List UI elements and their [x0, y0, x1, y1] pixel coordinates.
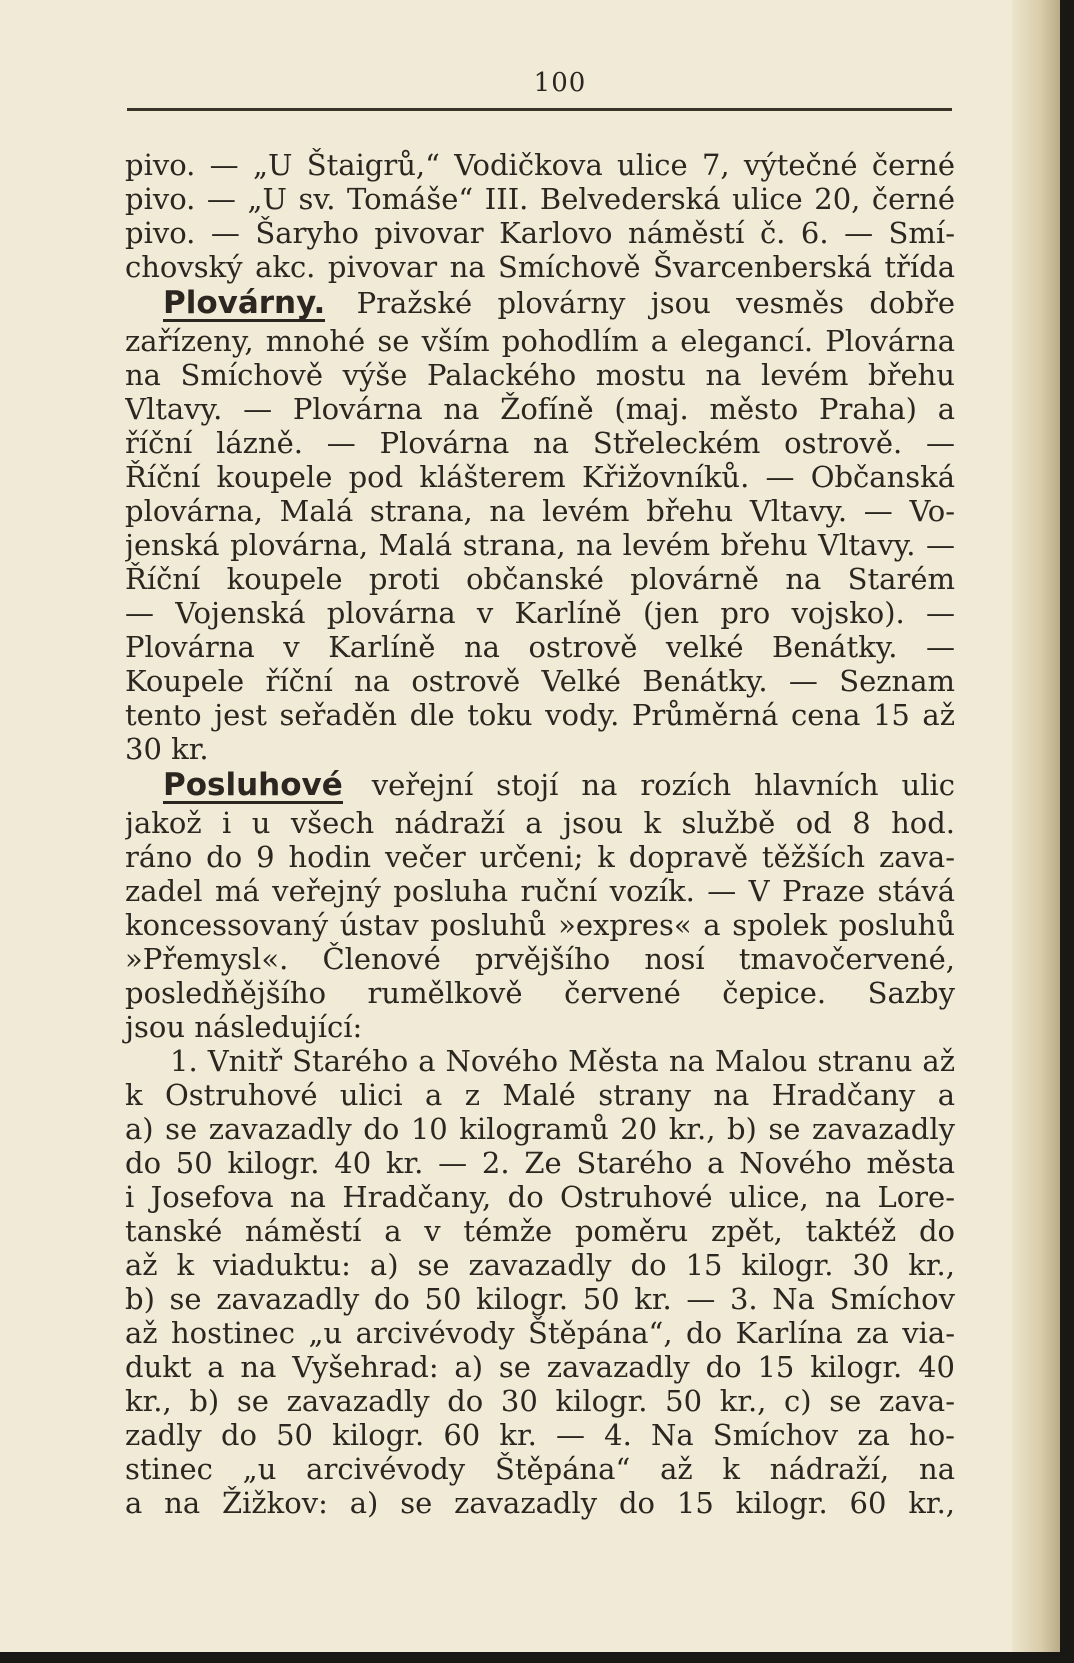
page-number: 100 — [533, 68, 587, 98]
page-edge — [1012, 0, 1060, 1652]
text-line: jsou následující: — [125, 1010, 363, 1044]
text-line: tento jest seřaděn dle toku vody. Průměrná cena 15 až — [125, 698, 955, 732]
tariff-line: kr., b) se zavazadly do 30 kilogr. 50 kr., c) se zava- — [125, 1384, 955, 1418]
tariff-line: a na Žižkov: a) se zavazadly do 15 kilogr. 60 kr., — [125, 1486, 955, 1520]
text-line: jenská plovárna, Malá strana, na levém břehu Vltavy. — — [125, 528, 955, 562]
text-line: »Přemysl«. Členové prvějšího nosí tmavočervené, — [125, 942, 955, 976]
body-text — [125, 148, 955, 1520]
text-line: pivo. — Šaryho pivovar Karlovo náměstí č. 6. — Smí- — [125, 216, 955, 250]
tariff-line: tanské náměstí a v témže poměru zpět, taktéž do — [125, 1214, 955, 1248]
text-line: Říční koupele pod klášterem Křižovníků. — Občanská — [125, 460, 955, 494]
tariff-line: až hostinec „u arcivévody Štěpána“, do Karlína za via- — [125, 1316, 955, 1350]
text-line: Koupele říční na ostrově Velké Benátky. — Seznam — [125, 664, 955, 698]
text-line: Plovárna v Karlíně na ostrově velké Benátky. — — [125, 630, 955, 664]
tariff-line: zadly do 50 kilogr. 60 kr. — 4. Na Smíchov za ho- — [125, 1418, 955, 1452]
text-line: zařízeny, mnohé se vším pohodlím a elegancí. Plovárna — [125, 324, 955, 358]
tariff-line: dukt a na Vyšehrad: a) se zavazadly do 15 kilogr. 40 — [125, 1350, 955, 1384]
text-line: plovárna, Malá strana, na levém břehu Vltavy. — Vo- — [125, 494, 955, 528]
section-heading-posluhove: Posluhové — [163, 767, 343, 803]
text-line: jakož i u všech nádraží a jsou k službě od 8 hod. — [125, 806, 955, 840]
text-line: pivo. — „U sv. Tomáše“ III. Belvederská ulice 20, černé — [125, 182, 955, 216]
text-line: ráno do 9 hodin večer určeni; k dopravě těžších zava- — [125, 840, 955, 874]
tariff-line: a) se zavazadly do 10 kilogramů 20 kr., b) se zavazadly — [125, 1112, 955, 1146]
tariff-line: do 50 kilogr. 40 kr. — 2. Ze Starého a Nového města — [125, 1146, 955, 1180]
text-line: zadel má veřejný posluha ruční vozík. — V Praze stává — [125, 874, 955, 908]
section-heading-plovarny: Plovárny. — [163, 285, 326, 321]
tariff-line: b) se zavazadly do 50 kilogr. 50 kr. — 3. Na Smíchov — [125, 1282, 955, 1316]
text-line: 30 kr. — [125, 732, 209, 766]
tariff-line: 1. Vnitř Starého a Nového Města na Malou stranu až — [170, 1044, 955, 1078]
text-line: Pražské plovárny jsou vesměs dobře — [356, 286, 955, 320]
text-line: posledňějšího rumělkově červené čepice. Sazby — [125, 976, 955, 1010]
section-posluhove-first-line — [125, 766, 955, 806]
text-line: Říční koupele proti občanské plovárně na Starém — [125, 562, 955, 596]
text-line: na Smíchově výše Palackého mostu na levém břehu — [125, 358, 955, 392]
text-line: veřejní stojí na rozích hlavních ulic — [371, 768, 955, 802]
text-line: — Vojenská plovárna v Karlíně (jen pro vojsko). — — [125, 596, 955, 630]
text-line: pivo. — „U Štaigrů,“ Vodičkova ulice 7, výtečné černé — [125, 148, 955, 182]
tariff-line: k Ostruhové ulici a z Malé strany na Hradčany a — [125, 1078, 955, 1112]
tariff-line: až k viaduktu: a) se zavazadly do 15 kilogr. 30 kr., — [125, 1248, 955, 1282]
text-line: koncessovaný ústav posluhů »expres« a spolek posluhů — [125, 908, 955, 942]
text-line: říční lázně. — Plovárna na Střeleckém ostrově. — — [125, 426, 955, 460]
text-line: chovský akc. pivovar na Smíchově Švarcenberská třída — [125, 250, 955, 284]
tariff-line: i Josefova na Hradčany, do Ostruhové ulice, na Lore- — [125, 1180, 955, 1214]
text-line: Vltavy. — Plovárna na Žofíně (maj. město Praha) a — [125, 392, 955, 426]
section-plovarny-first-line — [125, 284, 955, 324]
tariff-line: stinec „u arcivévody Štěpána“ až k nádraží, na — [125, 1452, 955, 1486]
header-rule — [127, 108, 952, 111]
